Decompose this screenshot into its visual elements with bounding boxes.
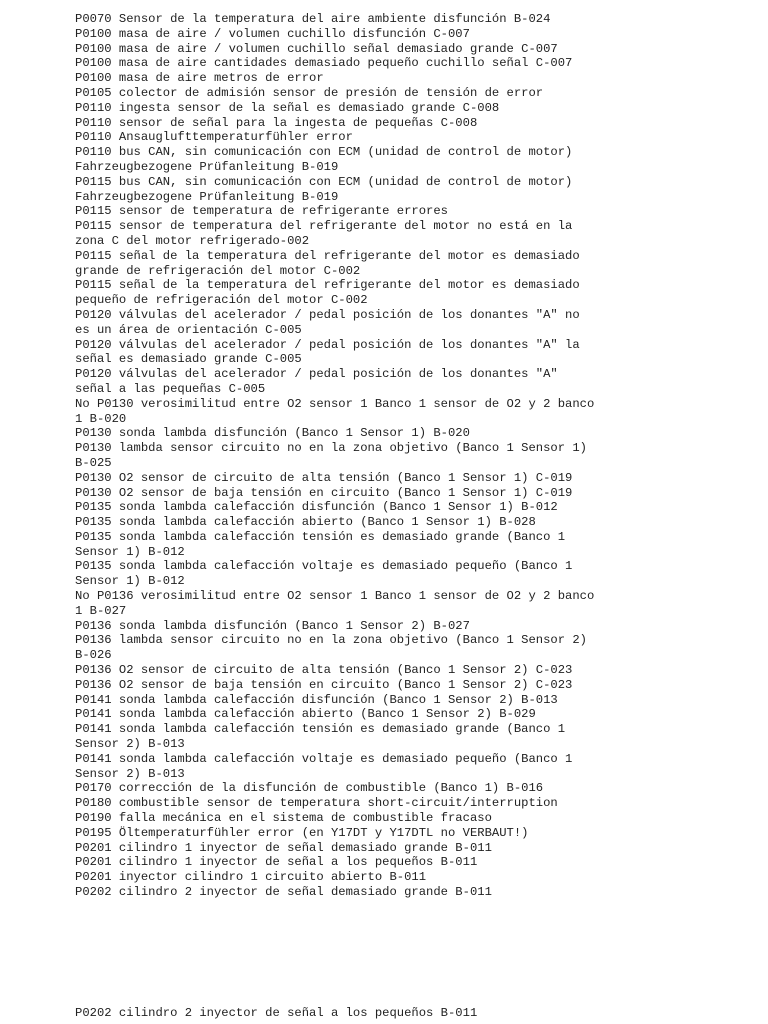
fault-code-line: P0141 sonda lambda calefacción tensión es demasiado grande (Banco 1 [75,722,566,737]
fault-code-line: P0105 colector de admisión sensor de presión de tensión de error [75,85,544,100]
fault-code-line: grande de refrigeración del motor C-002 [75,263,361,278]
fault-code-line: P0110 ingesta sensor de la señal es demasiado grande C-008 [75,100,500,115]
fault-code-line: P0180 combustible sensor de temperatura short-circuit/interruption [75,796,558,811]
fault-code-line: P0115 sensor de temperatura de refrigerante errores [75,204,448,219]
fault-code-line: P0135 sonda lambda calefacción disfunción (Banco 1 Sensor 1) B-012 [75,500,558,515]
fault-code-line: B-025 [75,455,112,470]
fault-code-line: P0130 sonda lambda disfunción (Banco 1 Sensor 1) B-020 [75,426,470,441]
fault-code-line: pequeño de refrigeración del motor C-002 [75,293,368,308]
fault-code-line: 1 B-027 [75,603,127,618]
fault-code-line: es un área de orientación C-005 [75,322,302,337]
fault-code-line: P0110 sensor de señal para la ingesta de pequeñas C-008 [75,115,478,130]
fault-code-line: P0115 bus CAN, sin comunicación con ECM (unidad de control de motor) [75,174,573,189]
fault-code-list [75,12,715,900]
fault-code-line: P0202 cilindro 2 inyector de señal demasiado grande B-011 [75,885,492,900]
fault-code-line: P0135 sonda lambda calefacción voltaje es demasiado pequeño (Banco 1 [75,559,573,574]
page-bottom-line: P0202 cilindro 2 inyector de señal a los pequeños B-011 [75,1006,478,1020]
fault-code-line: señal es demasiado grande C-005 [75,352,302,367]
fault-code-line: P0141 sonda lambda calefacción disfunción (Banco 1 Sensor 2) B-013 [75,692,558,707]
fault-code-line: P0141 sonda lambda calefacción abierto (Banco 1 Sensor 2) B-029 [75,707,536,722]
fault-code-line: P0115 señal de la temperatura del refrigerante del motor es demasiado [75,278,580,293]
fault-code-line: No P0130 verosimilitud entre O2 sensor 1 Banco 1 sensor de O2 y 2 banco [75,396,595,411]
fault-code-line: 1 B-020 [75,411,127,426]
fault-code-line: P0130 O2 sensor de baja tensión en circuito (Banco 1 Sensor 1) C-019 [75,485,573,500]
fault-code-line: P0190 falla mecánica en el sistema de combustible fracaso [75,811,492,826]
fault-code-line: P0100 masa de aire metros de error [75,71,324,86]
fault-code-line: P0070 Sensor de la temperatura del aire ambiente disfunción B-024 [75,12,551,26]
fault-code-line: P0136 sonda lambda disfunción (Banco 1 Sensor 2) B-027 [75,618,470,633]
fault-code-line: P0115 sensor de temperatura del refrigerante del motor no está en la [75,219,573,234]
fault-code-line: Sensor 2) B-013 [75,737,185,752]
fault-code-line: P0201 inyector cilindro 1 circuito abierto B-011 [75,870,427,885]
fault-code-line: P0120 válvulas del acelerador / pedal posición de los donantes "A" no [75,307,580,322]
fault-code-line: P0130 lambda sensor circuito no en la zona objetivo (Banco 1 Sensor 1) [75,441,587,456]
fault-code-line: zona C del motor refrigerado-002 [75,233,310,248]
fault-code-line: P0170 corrección de la disfunción de combustible (Banco 1) B-016 [75,781,544,796]
fault-code-line: P0110 bus CAN, sin comunicación con ECM (unidad de control de motor) [75,145,573,160]
fault-code-line: P0136 O2 sensor de circuito de alta tensión (Banco 1 Sensor 2) C-023 [75,663,573,678]
fault-code-line: Sensor 1) B-012 [75,574,185,589]
fault-code-line: B-026 [75,648,112,663]
fault-code-line: P0120 válvulas del acelerador / pedal posición de los donantes "A" la [75,337,580,352]
fault-code-line: P0100 masa de aire / volumen cuchillo disfunción C-007 [75,26,470,41]
fault-code-line: P0120 válvulas del acelerador / pedal posición de los donantes "A" [75,367,558,382]
fault-code-line: P0141 sonda lambda calefacción voltaje es demasiado pequeño (Banco 1 [75,751,573,766]
fault-code-line: Sensor 1) B-012 [75,544,185,559]
fault-code-line: P0100 masa de aire / volumen cuchillo señal demasiado grande C-007 [75,41,558,56]
fault-code-line: P0135 sonda lambda calefacción abierto (Banco 1 Sensor 1) B-028 [75,515,536,530]
fault-code-line: P0136 O2 sensor de baja tensión en circuito (Banco 1 Sensor 2) C-023 [75,677,573,692]
fault-code-line: P0201 cilindro 1 inyector de señal demasiado grande B-011 [75,840,492,855]
fault-code-line: P0100 masa de aire cantidades demasiado pequeño cuchillo señal C-007 [75,56,573,71]
fault-code-line: P0110 Ansauglufttemperaturfühler error [75,130,353,145]
fault-code-line: P0201 cilindro 1 inyector de señal a los pequeños B-011 [75,855,478,870]
fault-code-line: P0135 sonda lambda calefacción tensión es demasiado grande (Banco 1 [75,529,566,544]
fault-code-line: P0195 Öltemperaturfühler error (en Y17DT y Y17DTL no VERBAUT!) [75,825,529,840]
fault-code-line: P0130 O2 sensor de circuito de alta tensión (Banco 1 Sensor 1) C-019 [75,470,573,485]
fault-code-line: Fahrzeugbezogene Prüfanleitung B-019 [75,189,339,204]
fault-code-line: señal a las pequeñas C-005 [75,381,266,396]
fault-code-line: No P0136 verosimilitud entre O2 sensor 1 Banco 1 sensor de O2 y 2 banco [75,589,595,604]
fault-code-line: P0115 señal de la temperatura del refrigerante del motor es demasiado [75,248,580,263]
fault-code-line: Fahrzeugbezogene Prüfanleitung B-019 [75,159,339,174]
fault-code-line: Sensor 2) B-013 [75,766,185,781]
fault-code-line: P0136 lambda sensor circuito no en la zona objetivo (Banco 1 Sensor 2) [75,633,587,648]
